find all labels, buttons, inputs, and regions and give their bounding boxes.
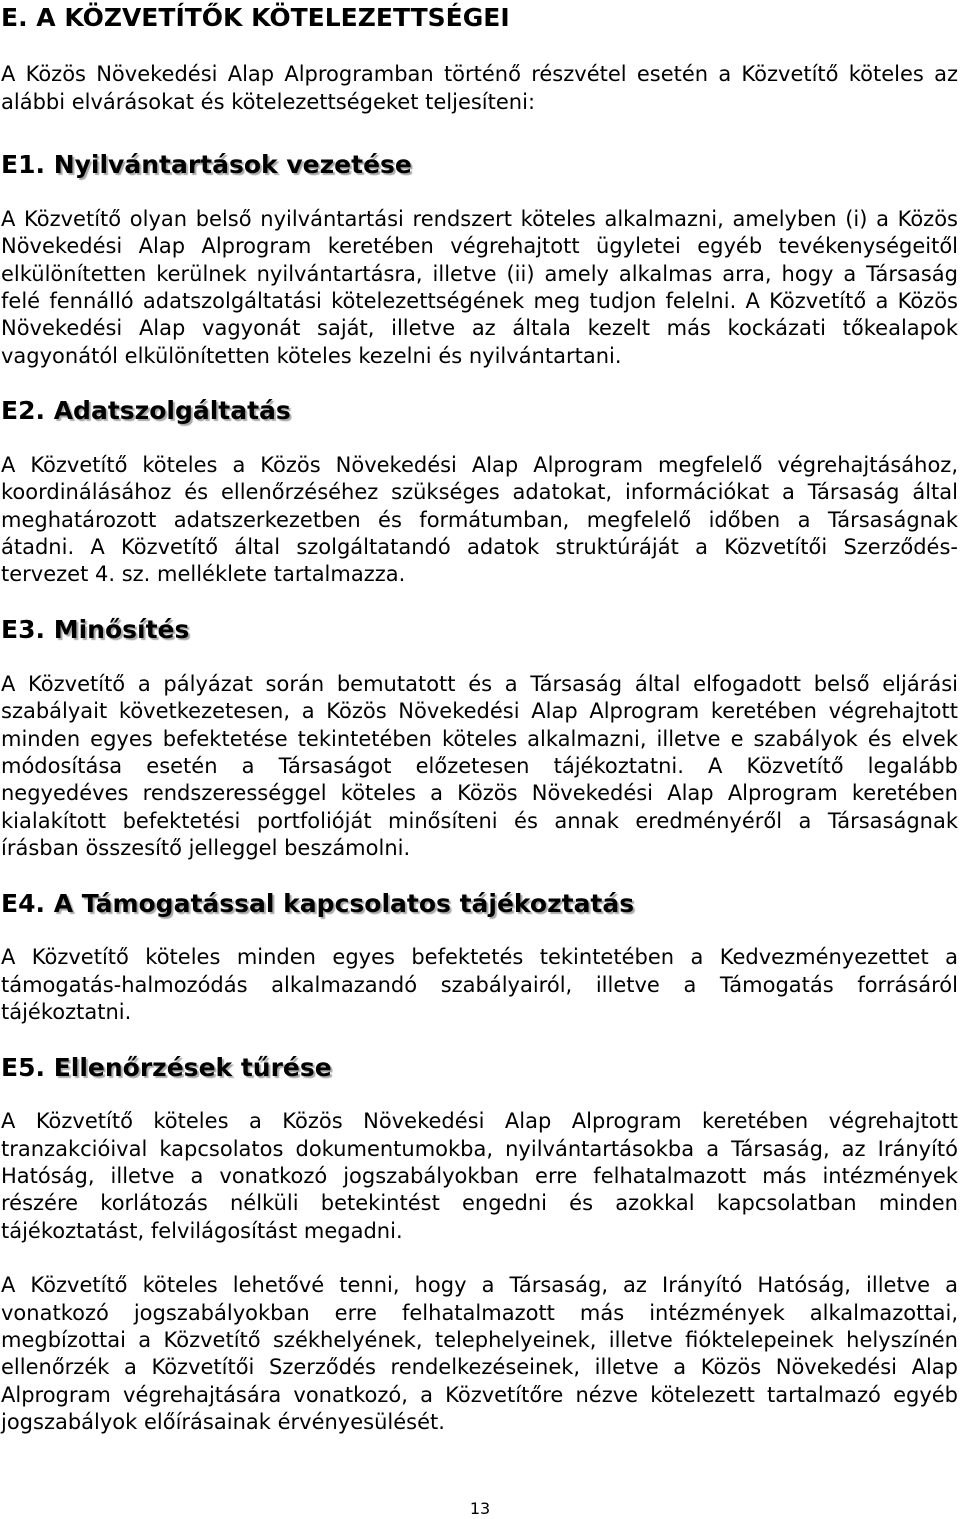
section-e5-heading bbox=[1, 1054, 958, 1081]
text-line: tájékoztatni. bbox=[1, 999, 132, 1024]
section-title: Adatszolgáltatás bbox=[53, 396, 291, 426]
section-e4-heading bbox=[1, 890, 958, 917]
text-line: írásban összesítő jelleggel beszámolni. bbox=[1, 835, 411, 860]
document-page bbox=[1, 4, 958, 1436]
text-line: A Közvetítő köteles a Közös Növekedési Alap Alprogram megfelelő végrehajtásához, bbox=[1, 453, 958, 478]
text-line: A Közvetítő a pályázat során bemutatott és a Társaság által elfogadott belső eljárási bbox=[1, 671, 958, 696]
section-number: E4. bbox=[1, 888, 45, 918]
section-e3-paragraph bbox=[1, 671, 958, 862]
section-e3-heading bbox=[1, 616, 958, 643]
section-e1-heading bbox=[1, 151, 958, 178]
section-e5-paragraph-2 bbox=[1, 1272, 958, 1436]
text-line: megbízottai a Közvetítő székhelyének, telephelyeinek, illetve fióktelepeinek helyszínén bbox=[1, 1328, 958, 1353]
text-line: támogatás-halmozódás alkalmazandó szabályairól, illetve a Támogatás forrásáról bbox=[1, 972, 958, 997]
text-line: Alprogram végrehajtására vonatkozó, a Közvetítőre nézve kötelezett tartalmazó egyéb bbox=[1, 1382, 958, 1407]
intro-paragraph bbox=[1, 61, 958, 116]
text-line: jogszabályok előírásainak érvényesülését. bbox=[1, 1410, 445, 1435]
section-title: Minősítés bbox=[53, 615, 190, 645]
text-line: ellenőrzék a Közvetítői Szerződés rendelkezéseinek, illetve a Közös Növekedési Alap bbox=[1, 1355, 958, 1380]
text-line: Hatóság, illetve a vonatkozó jogszabályokban erre felhatalmazott más intézmények bbox=[1, 1164, 958, 1189]
text-line: A Közvetítő köteles a Közös Növekedési Alap Alprogram keretében végrehajtott bbox=[1, 1109, 958, 1134]
section-number: E1. bbox=[1, 150, 45, 180]
section-title: Nyilvántartások vezetése bbox=[53, 150, 412, 180]
text-line: Növekedési Alap Alprogram keretében végrehajtott ügyletei egyéb tevékenységeitől bbox=[1, 234, 958, 259]
text-line: vagyonától elkülönítetten köteles kezelni és nyilvántartani. bbox=[1, 343, 622, 368]
text-line: A Közvetítő olyan belső nyilvántartási rendszert köteles alkalmazni, amelyben (i) a Közös bbox=[1, 207, 958, 232]
text-line: alábbi elvárásokat és kötelezettségeket teljesíteni: bbox=[1, 89, 536, 114]
text-line: elkülönítetten kerülnek nyilvántartásra, illetve (ii) amely alkalmas arra, hogy a Társaság bbox=[1, 261, 958, 286]
section-title: A Támogatással kapcsolatos tájékoztatás bbox=[53, 888, 635, 918]
section-number: E5. bbox=[1, 1052, 45, 1082]
text-line: negyedéves rendszerességgel köteles a Közös Növekedési Alap Alprogram keretében bbox=[1, 781, 958, 806]
text-line: A Közvetítő köteles minden egyes befektetés tekintetében a Kedvezményezettet a bbox=[1, 945, 958, 970]
text-line: koordinálásához és ellenőrzéséhez szükséges adatokat, információkat a Társaság által bbox=[1, 480, 958, 505]
section-e5-paragraph-1 bbox=[1, 1108, 958, 1245]
document-title: E. A KÖZVETÍTŐK KÖTELEZETTSÉGEI bbox=[1, 3, 510, 32]
text-line: tájékoztatást, felvilágosítást megadni. bbox=[1, 1218, 403, 1243]
text-line: vonatkozó jogszabályokban erre felhatalmazott más intézmények alkalmazottai, bbox=[1, 1300, 958, 1325]
section-number: E3. bbox=[1, 615, 45, 645]
text-line: részére korlátozás nélküli betekintést engedni és azokkal kapcsolatban minden bbox=[1, 1191, 958, 1216]
text-line: felé fennálló adatszolgáltatási kötelezettségének meg tudjon felelni. A Közvetítő a Közös bbox=[1, 289, 958, 314]
text-line: kialakított befektetési portfolióját minősíteni és annak eredményéről a Társaságnak bbox=[1, 808, 958, 833]
section-number: E2. bbox=[1, 396, 45, 426]
text-line: tranzakcióival kapcsolatos dokumentumokba, nyilvántartásokba a Társaság, az Irányító bbox=[1, 1136, 958, 1161]
section-e1-paragraph bbox=[1, 206, 958, 370]
text-line: módosítása esetén a Társaságot előzetesen tájékoztatni. A Közvetítő legalább bbox=[1, 753, 958, 778]
text-line: A Közvetítő köteles lehetővé tenni, hogy a Társaság, az Irányító Hatóság, illetve a bbox=[1, 1273, 958, 1298]
text-line: szabályait következetesen, a Közös Növekedési Alap Alprogram keretében végrehajtott bbox=[1, 699, 958, 724]
section-e4-paragraph bbox=[1, 944, 958, 1026]
text-line: átadni. A Közvetítő által szolgáltatandó adatok struktúráját a Közvetítői Szerződés- bbox=[1, 535, 958, 560]
text-line: tervezet 4. sz. melléklete tartalmazza. bbox=[1, 562, 406, 587]
text-line: meghatározott adatszerkezetben és formátumban, megfelelő időben a Társaságnak bbox=[1, 507, 958, 532]
text-line: A Közös Növekedési Alap Alprogramban történő részvétel esetén a Közvetítő köteles az bbox=[1, 62, 958, 87]
text-line: Növekedési Alap vagyonát saját, illetve az általa kezelt más kockázati tőkealapok bbox=[1, 316, 958, 341]
section-e2-heading bbox=[1, 397, 958, 424]
page-number: 13 bbox=[469, 1499, 491, 1518]
section-title: Ellenőrzések tűrése bbox=[53, 1052, 332, 1082]
section-e2-paragraph bbox=[1, 452, 958, 589]
text-line: minden egyes befektetése tekintetében köteles alkalmazni, illetve e szabályok és elvek bbox=[1, 726, 958, 751]
